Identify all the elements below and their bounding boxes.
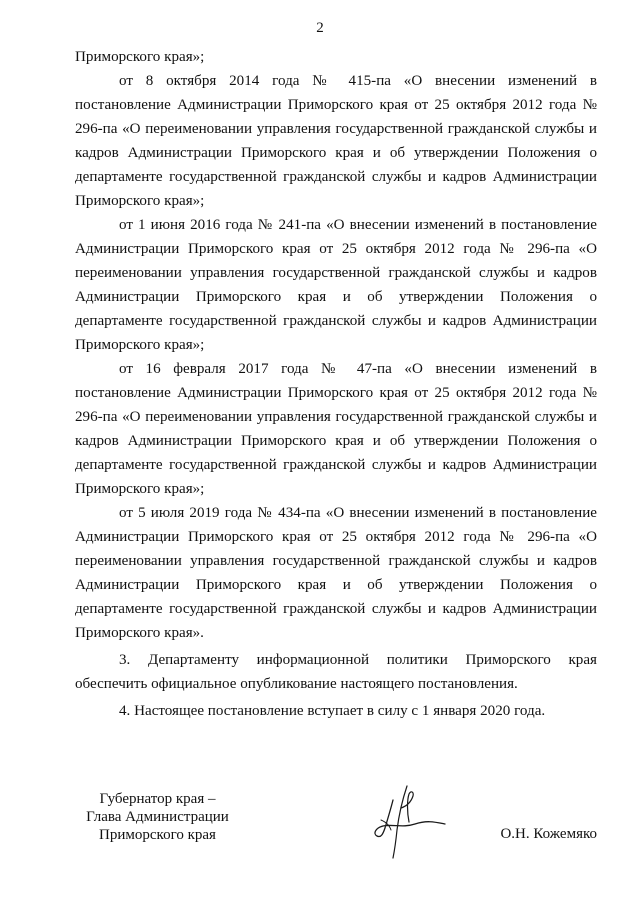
paragraph-amendment-2014: от 8 октября 2014 года № 415-па «О внесении изменений в постановление Администрации Приморского края от 25 октября 2012 года № 296-па «О переименовании управления государственной гражданской службы и кадров Администрации Приморского края и об утверждении Положения о департаменте государственной гражданской службы и кадров Администрации Приморского края»;	[75, 73, 597, 209]
signatory-name: О.Н. Кожемяко	[500, 826, 597, 842]
paragraph-amendment-2019: от 5 июля 2019 года № 434-па «О внесении изменений в постановление Администрации Приморского края от 25 октября 2012 года № 296-па «О переименовании управления государственной гражданской службы и кадров Администрации Приморского края и об утверждении Положения о департаменте государственной гражданской службы и кадров Администрации Приморского края».	[75, 505, 597, 641]
document-body	[75, 45, 597, 723]
handwritten-signature-icon	[363, 778, 453, 868]
signatory-title-line-2: Глава Администрации	[86, 809, 229, 825]
paragraph-item-3: 3. Департаменту информационной политики Приморского края обеспечить официальное опубликование настоящего постановления.	[75, 652, 597, 692]
signatory-title	[75, 790, 240, 844]
signature-block	[75, 790, 597, 860]
paragraph-amendment-2016: от 1 июня 2016 года № 241-па «О внесении изменений в постановление Администрации Приморского края от 25 октября 2012 года № 296-па «О переименовании управления государственной гражданской службы и кадров Администрации Приморского края и об утверждении Положения о департаменте государственной гражданской службы и кадров Администрации Приморского края»;	[75, 217, 597, 353]
paragraph-continuation: Приморского края»;	[75, 49, 205, 65]
page-number: 2	[316, 20, 324, 36]
paragraph-amendment-2017: от 16 февраля 2017 года № 47-па «О внесении изменений в постановление Администрации Приморского края от 25 октября 2012 года № 296-па «О переименовании управления государственной гражданской службы и кадров Администрации Приморского края и об утверждении Положения о департаменте государственной гражданской службы и кадров Администрации Приморского края»;	[75, 361, 597, 497]
signatory-title-line-3: Приморского края	[99, 827, 216, 843]
paragraph-item-4: 4. Настоящее постановление вступает в силу с 1 января 2020 года.	[119, 703, 546, 719]
signatory-title-line-1: Губернатор края –	[99, 791, 216, 807]
